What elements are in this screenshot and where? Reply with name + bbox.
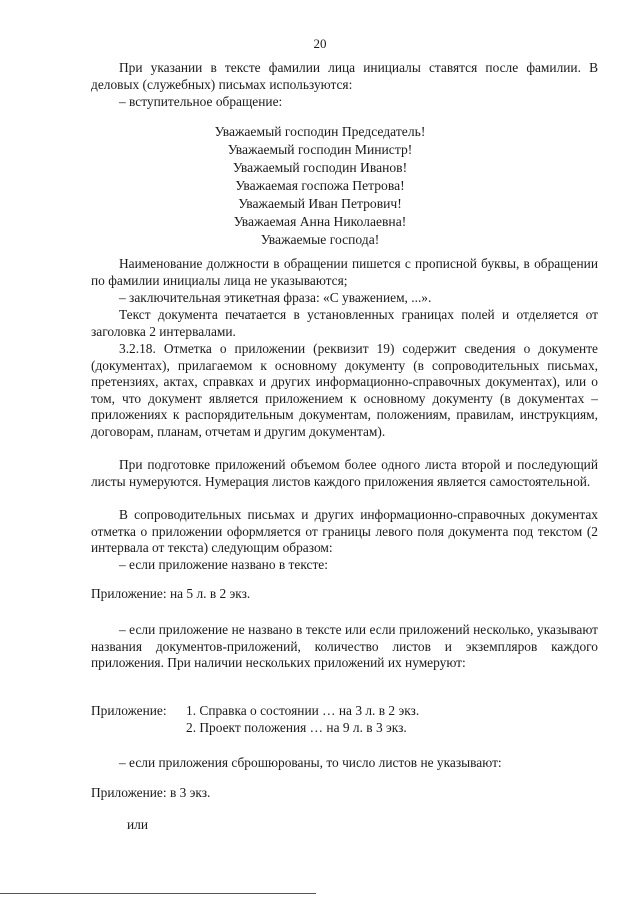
paragraph-3-2-18: 3.2.18. Отметка о приложении (реквизит 19) содержит сведения о документе (документах), прилагаемом к основному документу (в сопроводительных письмах, претензиях, актах, справках и других информационно-справочных документах), или о том, что документ является приложением к основному документу (в документах – приложениях к распорядительным документам, положениям, правилам, инструкциям, договорам, планам, отчетам и другим документам).	[91, 341, 598, 439]
salutation-line: Уважаемая Анна Николаевна!	[233, 214, 407, 229]
or-word: или	[127, 817, 149, 832]
example-attachment-1: Приложение: на 5 л. в 2 экз.	[91, 586, 251, 601]
example-attachment-item-1: 1. Справка о состоянии … на 3 л. в 2 экз.	[186, 703, 420, 718]
paragraph-if-named: – если приложение названо в тексте:	[119, 557, 328, 572]
paragraph-position-title: Наименование должности в обращении пишется с прописной буквы, в обращении по фамилии инициалы лица не указываются;	[91, 256, 598, 288]
salutation-examples	[0, 123, 640, 249]
salutation-line: Уважаемый господин Иванов!	[232, 160, 408, 175]
example-attachment-3: Приложение: в 3 экз.	[91, 785, 211, 800]
paragraph-if-not-named: – если приложение не названо в тексте или если приложений несколько, указывают названия документов-приложений, количество листов и экземпляров каждого приложения. При наличии нескольких приложений их нумеруют:	[91, 622, 598, 671]
salutation-line: Уважаемая госпожа Петрова!	[235, 178, 405, 193]
example-attachment-item-2: 2. Проект положения … на 9 л. в 3 экз.	[186, 720, 407, 735]
salutation-line: Уважаемый господин Председатель!	[214, 124, 426, 139]
paragraph-closing-phrase: – заключительная этикетная фраза: «С уважением, ...».	[119, 290, 432, 305]
footer-rule	[0, 893, 316, 894]
paragraph-cover-letters: В сопроводительных письмах и других информационно-справочных документах отметка о приложении оформляется от границы левого поля документа под текстом (2 интервала от текста) следующим образом:	[91, 507, 598, 556]
salutation-line: Уважаемые господа!	[260, 232, 380, 247]
paragraph-if-bound: – если приложения сброшюрованы, то число листов не указывают:	[119, 755, 502, 770]
paragraph-initials: При указании в тексте фамилии лица инициалы ставятся после фамилии. В деловых (служебных) письмах используются:	[91, 60, 598, 92]
paragraph-text-margins: Текст документа печатается в установленных границах полей и отделяется от заголовка 2 интервалами.	[91, 307, 598, 339]
paragraph-numbering: При подготовке приложений объемом более одного листа второй и последующий листы нумеруются. Нумерация листов каждого приложения является самостоятельной.	[91, 457, 598, 489]
salutation-line: Уважаемый Иван Петрович!	[238, 196, 402, 211]
page-number: 20	[313, 36, 327, 51]
paragraph-intro-salutation: – вступительное обращение:	[119, 94, 283, 109]
salutation-line: Уважаемый господин Министр!	[227, 142, 413, 157]
example-attachment-label: Приложение:	[91, 703, 167, 718]
